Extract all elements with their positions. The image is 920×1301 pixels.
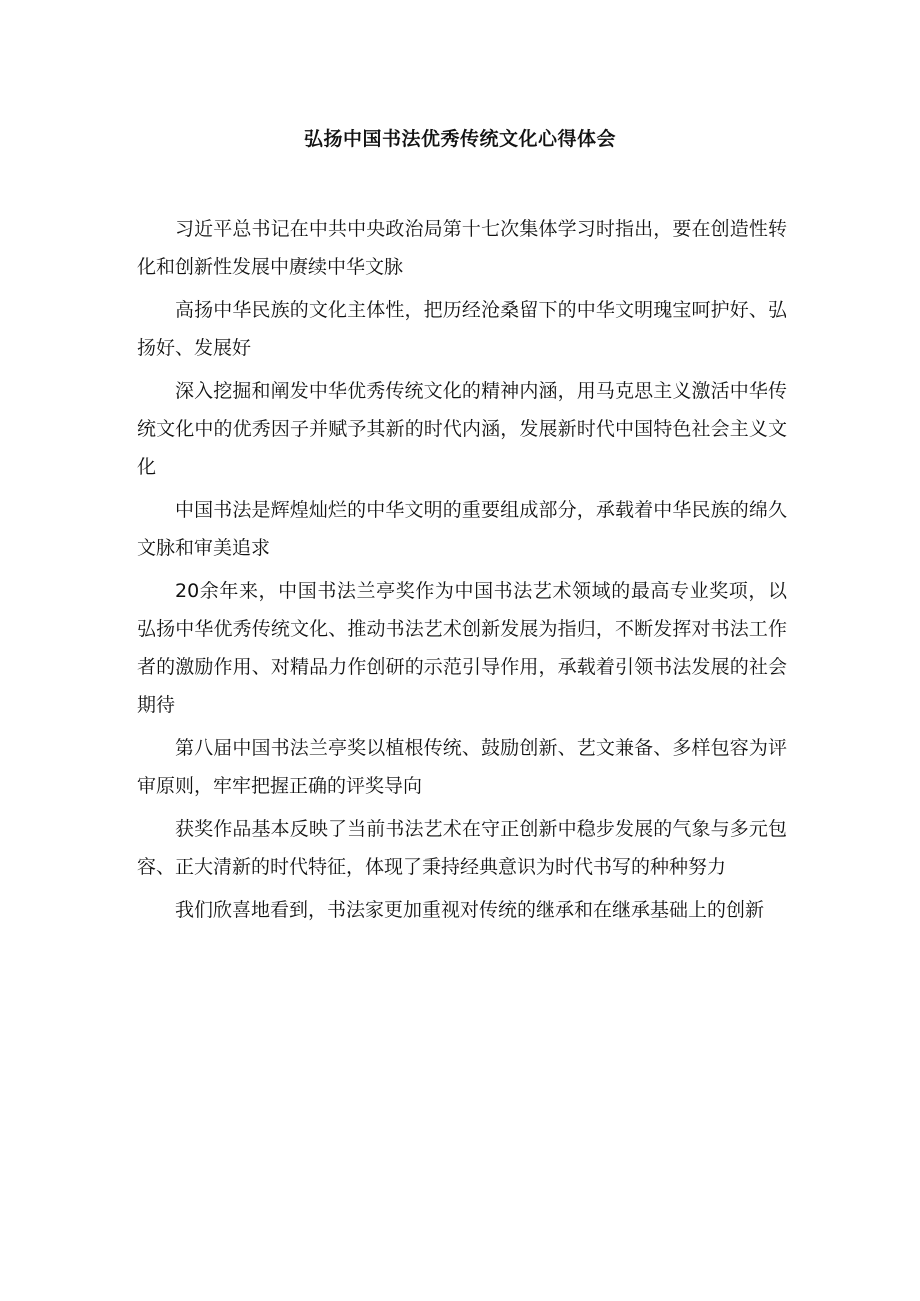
paragraph-5: 20余年来，中国书法兰亭奖作为中国书法艺术领域的最高专业奖项，以弘扬中华优秀传统文化、推动书法艺术创新发展为指归，不断发挥对书法工作者的激励作用、对精品力作创研的示范引导作用，承载着引领书法发展的社会期待: [137, 580, 787, 716]
paragraph-6: 第八届中国书法兰亭奖以植根传统、鼓励创新、艺文兼备、多样包容为评审原则，牢牢把握正确的评奖导向: [137, 737, 787, 797]
document-title: 弘扬中国书法优秀传统文化心得体会: [303, 128, 616, 150]
document-body: [137, 210, 787, 934]
paragraph-2: 高扬中华民族的文化主体性，把历经沧桑留下的中华文明瑰宝呵护好、弘扬好、发展好: [137, 299, 787, 359]
paragraph-4: 中国书法是辉煌灿烂的中华文明的重要组成部分，承载着中华民族的绵久文脉和审美追求: [137, 499, 787, 559]
paragraph-7: 获奖作品基本反映了当前书法艺术在守正创新中稳步发展的气象与多元包容、正大清新的时代特征，体现了秉持经典意识为时代书写的种种努力: [137, 818, 787, 878]
paragraph-8: 我们欣喜地看到，书法家更加重视对传统的继承和在继承基础上的创新: [175, 899, 765, 921]
paragraph-3: 深入挖掘和阐发中华优秀传统文化的精神内涵，用马克思主义激活中华传统文化中的优秀因子并赋予其新的时代内涵，发展新时代中国特色社会主义文化: [137, 380, 787, 478]
paragraph-1: 习近平总书记在中共中央政治局第十七次集体学习时指出，要在创造性转化和创新性发展中赓续中华文脉: [137, 218, 787, 278]
